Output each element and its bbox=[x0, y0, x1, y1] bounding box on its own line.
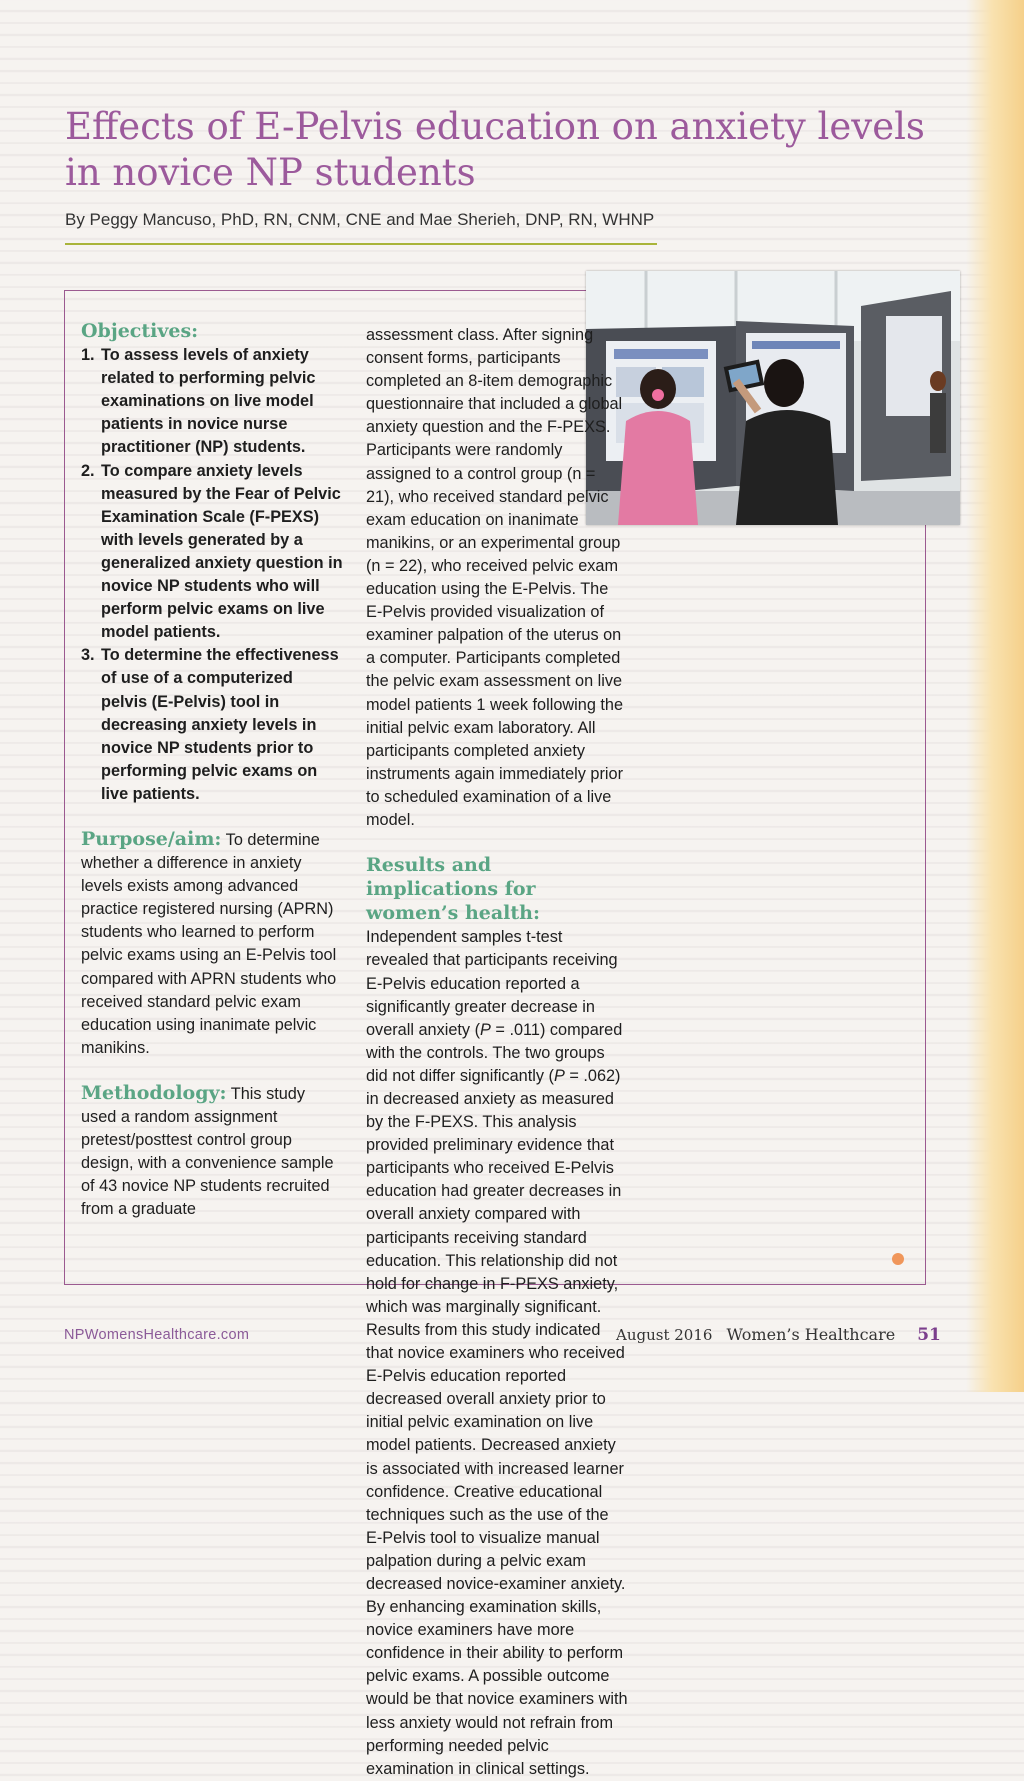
end-of-article-dot bbox=[892, 1253, 904, 1265]
objectives-heading: Objectives: bbox=[81, 320, 199, 342]
results-heading: Results and implications for women’s health: bbox=[366, 854, 540, 925]
article-title: Effects of E-Pelvis education on anxiety levels in novice NP students bbox=[65, 105, 925, 194]
results-paragraph: Results and implications for women’s health: Independent samples t-test revealed that participants receiving E-Pelvis education reported a significantly greater decrease in overall anxiety (P = .011) compared with the controls. The two groups did not differ significantly (P = .062) in decreased anxiety as measured by the F-PEXS. This analysis provided preliminary evidence that participants who received E-Pelvis education had greater decreases in overall anxiety compared with participants receiving standard education. This relationship did not hold for change in F-PEXS anxiety, which was marginally significant. Results from this study indicated that novice examiners who received E-Pelvis education reported decreased overall anxiety prior to initial pelvic examination on live model patients. Decreased anxiety is associated with increased learner confidence. Creative educational techniques such as the use of the E-Pelvis tool to visualize manual palpation during a pelvic exam decreased novice-examiner anxiety. By enhancing examination skills, novice examiners have more confidence in their ability to perform pelvic exams. A possible outcome would be that novice examiners with less anxiety would not refrain from performing needed pelvic examination in clinical settings. bbox=[366, 854, 628, 1778]
footer-website: NPWomensHealthcare.com bbox=[64, 1327, 250, 1343]
purpose-heading: Purpose/aim: bbox=[81, 827, 222, 850]
column-2 bbox=[366, 324, 628, 1781]
methodology-heading: Methodology: bbox=[81, 1081, 227, 1104]
decorative-edge-strip bbox=[966, 0, 1024, 1392]
objective-item: 2. To compare anxiety levels measured by the Fear of Pelvic Examination Scale (F-PEXS) with levels generated by a generalized anxiety question in novice NP students who will perform pelvic exams on live model patients. bbox=[81, 461, 343, 642]
title-divider bbox=[65, 243, 657, 245]
methodology-paragraph: Methodology: This study used a random assignment pretest/posttest control group design, with a convenience sample of 43 novice NP students recruited from a graduate bbox=[81, 1081, 334, 1219]
objective-item: 1. To assess levels of anxiety related to performing pelvic examinations on live model patients in novice nurse practitioner (NP) students. bbox=[81, 346, 316, 457]
objectives-list bbox=[81, 344, 343, 806]
footer-info bbox=[616, 1325, 941, 1345]
purpose-paragraph: Purpose/aim: To determine whether a difference in anxiety levels exists among advanced practice registered nursing (APRN) students who learned to perform pelvic exams using an E-Pelvis tool compared with APRN students who received standard pelvic exam education using inanimate pelvic manikins. bbox=[81, 827, 337, 1057]
article-byline: By Peggy Mancuso, PhD, RN, CNM, CNE and Mae Sherieh, DNP, RN, WHNP bbox=[65, 210, 655, 229]
column-1 bbox=[81, 320, 343, 1221]
footer-date: August 2016 bbox=[616, 1326, 713, 1344]
objective-item: 3. To determine the effectiveness of use of a computerized pelvis (E-Pelvis) tool in decreasing anxiety levels in novice NP students prior to performing pelvic exams on live patients. bbox=[81, 646, 339, 803]
page-number: 51 bbox=[917, 1325, 941, 1345]
footer-magazine: Women’s Healthcare bbox=[726, 1325, 896, 1344]
methodology-continued: assessment class. After signing consent forms, participants completed an 8-item demographic questionnaire that included a global anxiety question and the F-PEXS. Participants were randomly assigned to a control group (n = 21), who received standard pelvic exam education on inanimate manikins, or an experimental group (n = 22), who received pelvic exam education using the E-Pelvis. The E-Pelvis provided visualization of examiner palpation of the uterus on a computer. Participants completed the pelvic exam assessment on live model patients 1 week following the initial pelvic exam laboratory. All participants completed anxiety instruments again immediately prior to scheduled examination of a live model. bbox=[366, 326, 624, 829]
article-photo bbox=[586, 271, 960, 525]
